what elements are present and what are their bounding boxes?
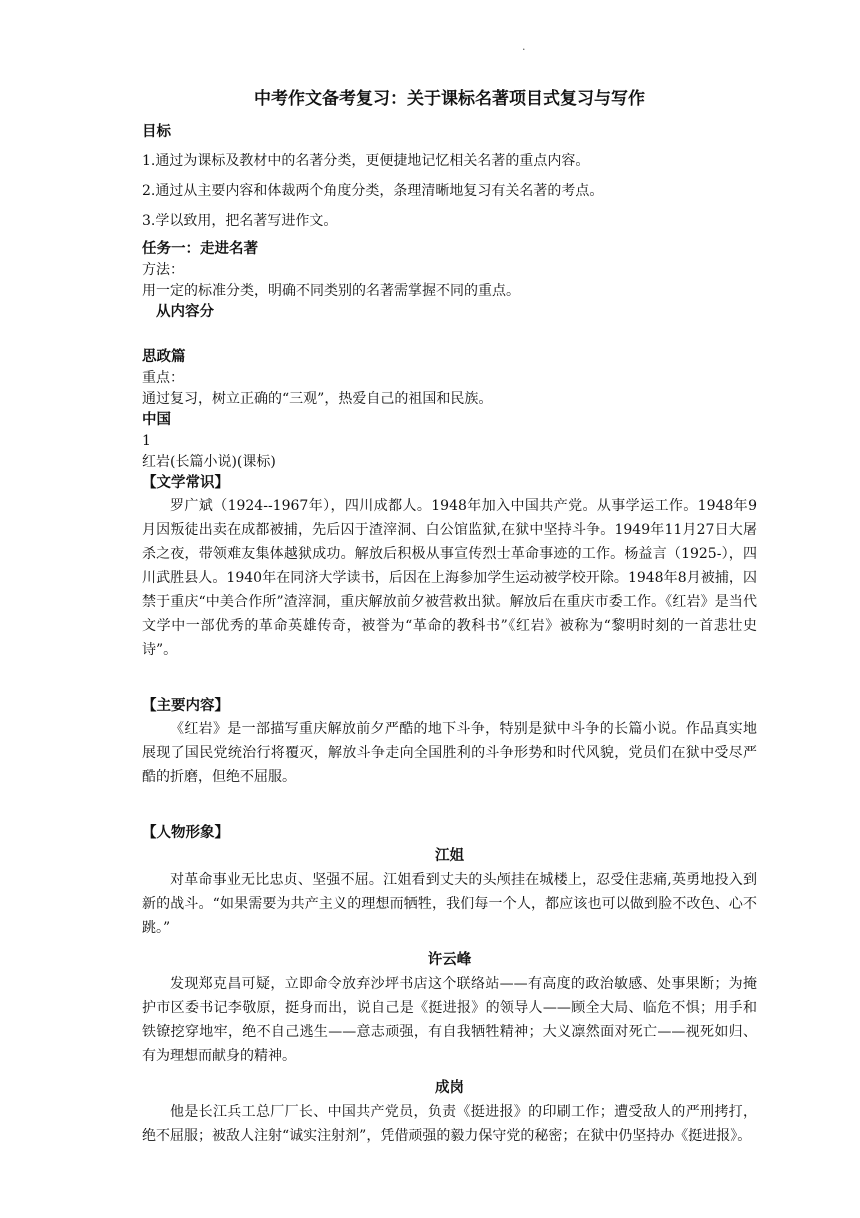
characters-section bbox=[142, 823, 757, 1148]
literary-text: 罗广斌（1924--1967年），四川成都人。1948年加入中国共产党。从事学运工作。1948年9月因叛徒出卖在成都被捕，先后囚于渣滓洞、白公馆监狱,在狱中坚持斗争。1949年11月27日大屠杀之夜，带领难友集体越狱成功。解放后积极从事宣传烈士革命事迹的工作。杨益言（1925-），四川武胜县人。1940年在同济大学读书，后因在上海参加学生运动被学校开除。1948年8月被捕，囚禁于重庆“中美合作所”渣滓洞，重庆解放前夕被营救出狱。解放后在重庆市委工作。《红岩》是当代文学中一部优秀的革命英雄传奇，被誉为“革命的教科书”《红岩》被称为“黎明时刻的一首悲壮史诗”。 bbox=[142, 498, 757, 658]
summary-section bbox=[142, 696, 757, 789]
section-politics bbox=[142, 347, 757, 473]
document-body bbox=[142, 84, 757, 1148]
character-name: 许云峰 bbox=[427, 952, 472, 968]
task1-heading: 任务一：走进名著 bbox=[142, 241, 258, 257]
method-label: 方法： bbox=[142, 262, 184, 278]
goal-item: 3.学以致用，把名著写进作文。 bbox=[142, 213, 338, 229]
category-heading: 从内容分 bbox=[156, 304, 214, 320]
book-title: 红岩(长篇小说)(课标) bbox=[142, 454, 276, 470]
character-text: 发现郑克昌可疑，立即命令放弃沙坪书店这个联络站——有高度的政治敏感、处事果断；为掩护市区委书记李敬原，挺身而出，说自己是《挺进报》的领导人——顾全大局、临危不惧；用手和铁镣挖穿地牢，绝不自己逃生——意志顽强，有自我牺牲精神；大义凛然面对死亡——视死如归、有为理想而献身的精神。 bbox=[142, 976, 757, 1064]
character-text: 对革命事业无比忠贞、坚强不屈。江姐看到丈夫的头颅挂在城楼上，忍受住悲痛,英勇地投入到新的战斗。“如果需要为共产主义的理想而牺牲，我们每一个人，都应该也可以做到脸不改色、心不跳。” bbox=[142, 872, 757, 936]
character-name: 江姐 bbox=[435, 848, 464, 864]
goal-item: 2.通过从主要内容和体裁两个角度分类，条理清晰地复习有关名著的考点。 bbox=[142, 183, 604, 199]
summary-heading: 【主要内容】 bbox=[142, 698, 229, 714]
item-number: 1 bbox=[142, 433, 151, 449]
goals-section bbox=[142, 122, 757, 233]
section-heading: 思政篇 bbox=[142, 349, 186, 365]
goals-heading: 目标 bbox=[142, 124, 171, 140]
characters-heading: 【人物形象】 bbox=[142, 825, 229, 841]
literary-section bbox=[142, 473, 757, 662]
task1-section bbox=[142, 239, 757, 323]
method-text: 用一定的标准分类，明确不同类别的名著需掌握不同的重点。 bbox=[142, 283, 520, 299]
character-name: 成岗 bbox=[435, 1080, 464, 1096]
character-text: 他是长江兵工总厂厂长、中国共产党员，负责《挺进报》的印刷工作；遭受敌人的严刑拷打，绝不屈服；被敌人注射“诚实注射剂”，凭借顽强的毅力保守党的秘密；在狱中仍坚持办《挺进报》。 bbox=[142, 1104, 757, 1144]
goal-item: 1.通过为课标及教材中的名著分类，更便捷地记忆相关名著的重点内容。 bbox=[142, 153, 590, 169]
document-title: 中考作文备考复习：关于课标名著项目式复习与写作 bbox=[254, 89, 645, 109]
focus-text: 通过复习，树立正确的“三观”，热爱自己的祖国和民族。 bbox=[142, 391, 493, 407]
page-mark: . bbox=[522, 40, 526, 53]
focus-label: 重点： bbox=[142, 370, 184, 386]
literary-heading: 【文学常识】 bbox=[142, 475, 229, 491]
summary-text: 《红岩》是一部描写重庆解放前夕严酷的地下斗争，特别是狱中斗争的长篇小说。作品真实地展现了国民党统治行将覆灭，解放斗争走向全国胜利的斗争形势和时代风貌，党员们在狱中受尽严酷的折磨，但绝不屈服。 bbox=[142, 721, 757, 785]
region-heading: 中国 bbox=[142, 412, 171, 428]
